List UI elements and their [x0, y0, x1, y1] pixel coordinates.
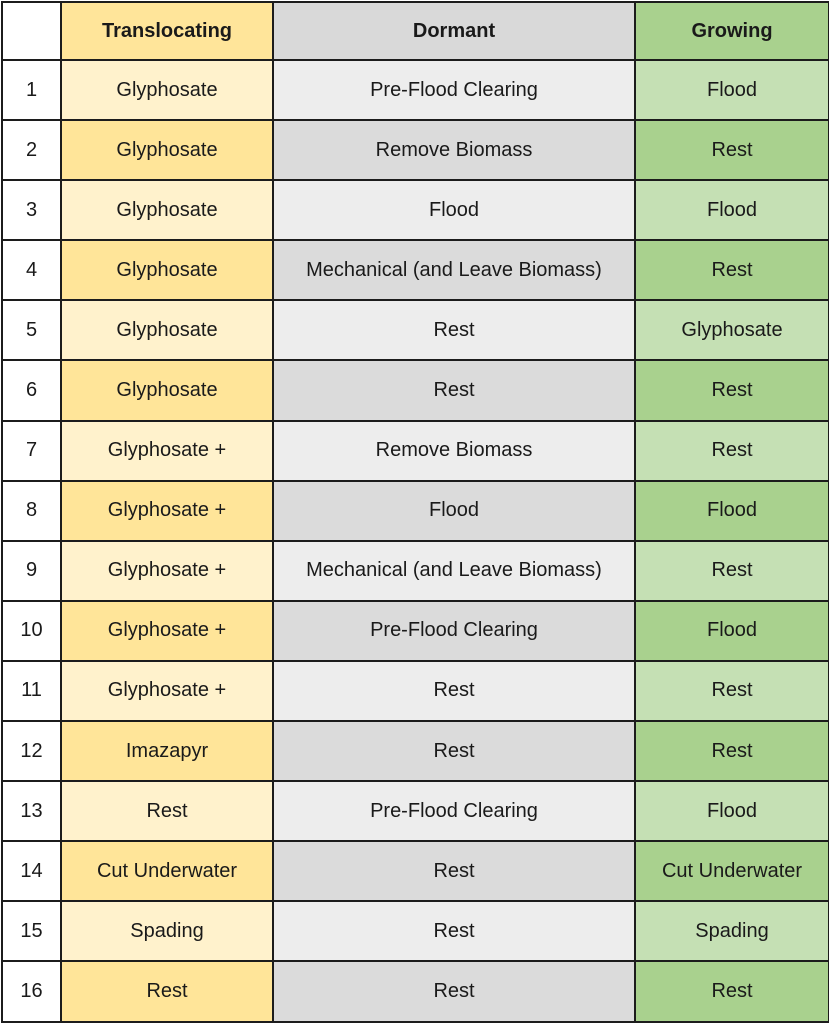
- growing-cell: Flood: [635, 180, 829, 240]
- dormant-cell: Pre-Flood Clearing: [273, 601, 635, 661]
- translocating-cell: Glyphosate +: [61, 541, 273, 601]
- row-number-cell: 15: [2, 901, 61, 961]
- row-number-cell: 8: [2, 481, 61, 541]
- row-number-cell: 13: [2, 781, 61, 841]
- growing-cell: Glyphosate: [635, 300, 829, 360]
- dormant-cell: Rest: [273, 661, 635, 721]
- translocating-cell: Glyphosate +: [61, 601, 273, 661]
- dormant-cell: Flood: [273, 180, 635, 240]
- growing-cell: Rest: [635, 360, 829, 420]
- growing-cell: Flood: [635, 781, 829, 841]
- row-number-cell: 14: [2, 841, 61, 901]
- dormant-cell: Remove Biomass: [273, 120, 635, 180]
- row-number-cell: 12: [2, 721, 61, 781]
- dormant-cell: Mechanical (and Leave Biomass): [273, 240, 635, 300]
- growing-cell: Rest: [635, 721, 829, 781]
- growing-cell: Rest: [635, 541, 829, 601]
- row-number-cell: 10: [2, 601, 61, 661]
- dormant-cell: Pre-Flood Clearing: [273, 60, 635, 120]
- dormant-cell: Mechanical (and Leave Biomass): [273, 541, 635, 601]
- dormant-cell: Pre-Flood Clearing: [273, 781, 635, 841]
- table-row: [2, 240, 829, 300]
- dormant-cell: Flood: [273, 481, 635, 541]
- growing-cell: Flood: [635, 481, 829, 541]
- translocating-cell: Glyphosate: [61, 60, 273, 120]
- table-row: [2, 300, 829, 360]
- translocating-cell: Glyphosate +: [61, 421, 273, 481]
- table-row: [2, 180, 829, 240]
- header-dormant: Dormant: [273, 2, 635, 60]
- growing-cell: Spading: [635, 901, 829, 961]
- table-row: [2, 360, 829, 420]
- dormant-cell: Rest: [273, 901, 635, 961]
- header-row: [2, 2, 829, 60]
- growing-cell: Rest: [635, 961, 829, 1021]
- table-row: [2, 781, 829, 841]
- table-row: [2, 60, 829, 120]
- dormant-cell: Rest: [273, 300, 635, 360]
- table-row: [2, 901, 829, 961]
- row-number-cell: 1: [2, 60, 61, 120]
- translocating-cell: Glyphosate: [61, 180, 273, 240]
- translocating-cell: Spading: [61, 901, 273, 961]
- growing-cell: Rest: [635, 120, 829, 180]
- dormant-cell: Rest: [273, 721, 635, 781]
- table-row: [2, 661, 829, 721]
- header-number: [2, 2, 61, 60]
- dormant-cell: Rest: [273, 961, 635, 1021]
- translocating-cell: Glyphosate +: [61, 481, 273, 541]
- header-translocating: Translocating: [61, 2, 273, 60]
- row-number-cell: 9: [2, 541, 61, 601]
- table-row: [2, 601, 829, 661]
- growing-cell: Rest: [635, 661, 829, 721]
- table-row: [2, 120, 829, 180]
- translocating-cell: Glyphosate +: [61, 661, 273, 721]
- table-row: [2, 841, 829, 901]
- growing-cell: Rest: [635, 240, 829, 300]
- translocating-cell: Imazapyr: [61, 721, 273, 781]
- table-row: [2, 541, 829, 601]
- row-number-cell: 5: [2, 300, 61, 360]
- table-row: [2, 481, 829, 541]
- row-number-cell: 16: [2, 961, 61, 1021]
- translocating-cell: Glyphosate: [61, 240, 273, 300]
- growing-cell: Rest: [635, 421, 829, 481]
- dormant-cell: Rest: [273, 360, 635, 420]
- translocating-cell: Glyphosate: [61, 360, 273, 420]
- growing-cell: Cut Underwater: [635, 841, 829, 901]
- row-number-cell: 4: [2, 240, 61, 300]
- translocating-cell: Rest: [61, 781, 273, 841]
- row-number-cell: 11: [2, 661, 61, 721]
- growing-cell: Flood: [635, 60, 829, 120]
- translocating-cell: Rest: [61, 961, 273, 1021]
- table-row: [2, 721, 829, 781]
- row-number-cell: 2: [2, 120, 61, 180]
- growing-cell: Flood: [635, 601, 829, 661]
- translocating-cell: Glyphosate: [61, 300, 273, 360]
- treatment-schedule-table: [1, 1, 829, 1023]
- translocating-cell: Glyphosate: [61, 120, 273, 180]
- row-number-cell: 6: [2, 360, 61, 420]
- row-number-cell: 3: [2, 180, 61, 240]
- table-row: [2, 421, 829, 481]
- table-row: [2, 961, 829, 1021]
- header-growing: Growing: [635, 2, 829, 60]
- translocating-cell: Cut Underwater: [61, 841, 273, 901]
- dormant-cell: Rest: [273, 841, 635, 901]
- row-number-cell: 7: [2, 421, 61, 481]
- dormant-cell: Remove Biomass: [273, 421, 635, 481]
